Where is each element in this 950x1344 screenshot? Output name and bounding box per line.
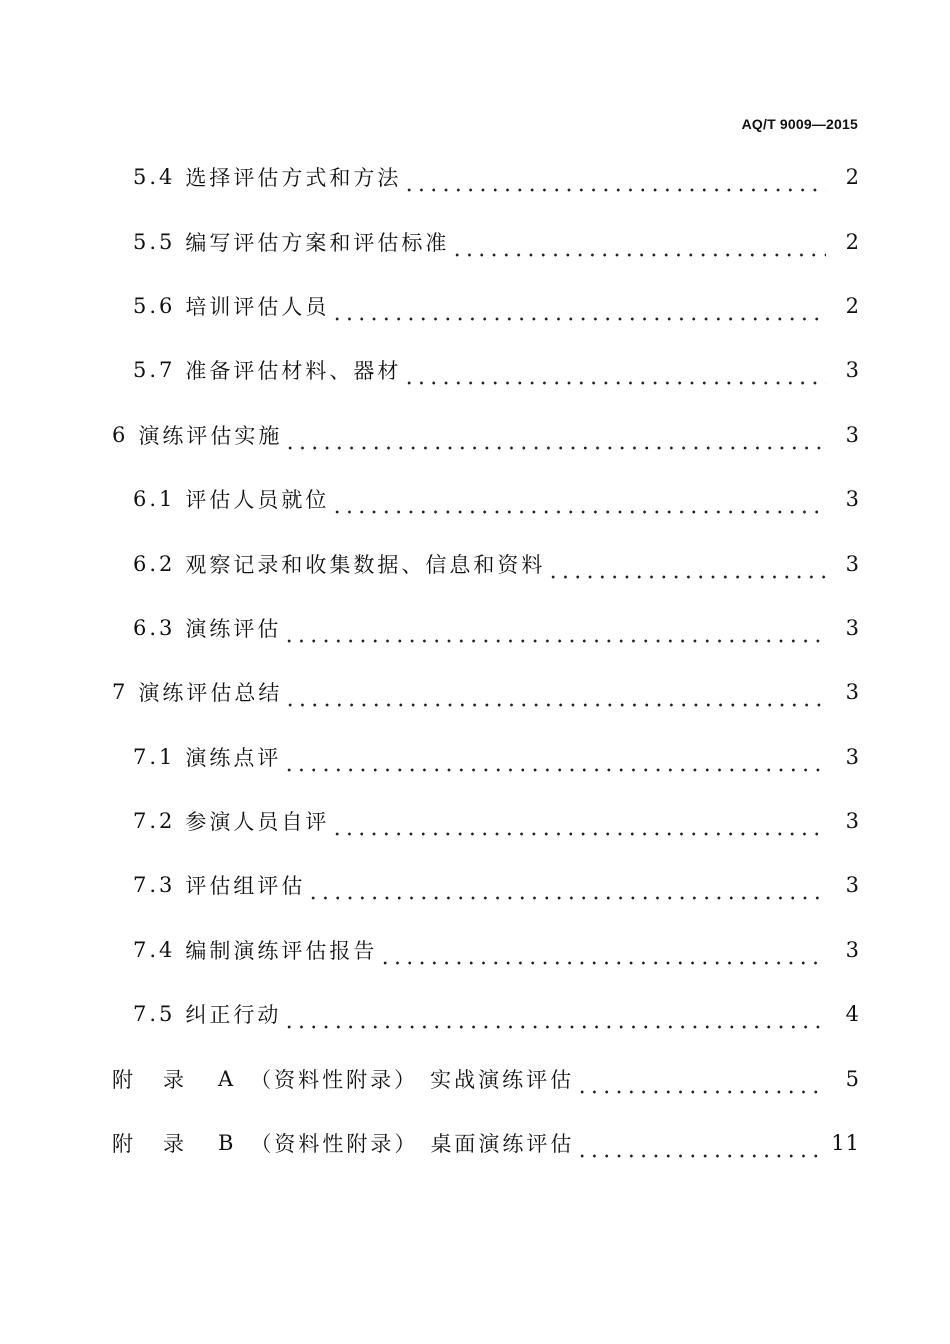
appendix-title: 桌面演练评估 — [430, 1132, 575, 1157]
toc-entry-7-5[interactable] — [0, 982, 950, 1046]
toc-dot-leader — [403, 365, 826, 387]
toc-entry-appendix-a[interactable] — [0, 1046, 950, 1110]
toc-entry-5-7[interactable] — [0, 338, 950, 402]
toc-entry-number: 5.5 — [133, 229, 176, 254]
toc-entry-number: 7.1 — [133, 744, 176, 769]
toc-entry-appendix-b[interactable] — [0, 1111, 950, 1175]
toc-dot-leader — [284, 687, 826, 709]
toc-entry-6-3[interactable] — [0, 596, 950, 660]
toc-dot-leader — [331, 816, 826, 838]
toc-entry-title: 观察记录和收集数据、信息和资料 — [185, 552, 546, 577]
toc-entry-title: 演练评估 — [185, 616, 282, 641]
toc-entry-number: 5.7 — [133, 358, 176, 383]
toc-entry-5-5[interactable] — [0, 209, 950, 273]
toc-entry-page: 3 — [845, 744, 860, 769]
toc-entry-title: 演练评估实施 — [138, 423, 283, 448]
toc-entry-7-3[interactable] — [0, 853, 950, 917]
toc-entry-page: 3 — [845, 551, 860, 576]
toc-entry-number: 6.2 — [133, 551, 176, 576]
toc-entry-page: 3 — [845, 615, 860, 640]
toc-entry-title: 演练评估总结 — [138, 681, 283, 706]
toc-entry-number: 5.4 — [133, 165, 176, 190]
toc-entry-page: 2 — [845, 165, 860, 190]
toc-entry-number: 7.3 — [133, 873, 176, 898]
toc-entry-7-2[interactable] — [0, 789, 950, 853]
toc-dot-leader — [283, 623, 826, 645]
toc-dot-leader — [283, 752, 826, 774]
toc-entry-6-1[interactable] — [0, 467, 950, 531]
appendix-type: （资料性附录） — [250, 1132, 419, 1157]
toc-entry-number: 7 — [112, 680, 129, 705]
toc-entry-6-2[interactable] — [0, 531, 950, 595]
toc-entry-page: 3 — [845, 358, 860, 383]
toc-dot-leader — [576, 1074, 826, 1096]
toc-entry-title: 纠正行动 — [185, 1003, 282, 1028]
toc-dot-leader — [331, 494, 826, 516]
toc-entry-7[interactable] — [0, 660, 950, 724]
toc-entry-title: 准备评估材料、器材 — [185, 359, 402, 384]
appendix-title: 实战演练评估 — [430, 1067, 575, 1092]
toc-entry-page: 2 — [845, 229, 860, 254]
toc-entry-number: 6 — [112, 422, 129, 447]
toc-dot-leader — [284, 430, 826, 452]
table-of-contents — [0, 145, 950, 1175]
document-standard-code: AQ/T 9009—2015 — [741, 116, 858, 132]
toc-entry-7-1[interactable] — [0, 725, 950, 789]
toc-dot-leader — [403, 172, 826, 194]
toc-dot-leader — [576, 1138, 826, 1160]
toc-entry-title: 编写评估方案和评估标准 — [185, 230, 450, 255]
appendix-word: 附录 — [112, 1067, 214, 1092]
toc-entry-page: 4 — [845, 1002, 860, 1027]
toc-entry-5-4[interactable] — [0, 145, 950, 209]
toc-entry-page: 3 — [845, 422, 860, 447]
toc-entry-number: 6.1 — [133, 487, 176, 512]
toc-entry-number: 7.5 — [133, 1002, 176, 1027]
toc-entry-number: 7.2 — [133, 809, 176, 834]
toc-dot-leader — [283, 1009, 826, 1031]
appendix-type: （资料性附录） — [250, 1067, 419, 1092]
toc-entry-title: 参演人员自评 — [185, 810, 330, 835]
toc-entry-title: 评估人员就位 — [185, 488, 330, 513]
toc-entry-page: 2 — [845, 293, 860, 318]
toc-entry-page: 3 — [845, 873, 860, 898]
toc-entry-7-4[interactable] — [0, 918, 950, 982]
toc-entry-page: 3 — [845, 937, 860, 962]
toc-entry-page: 3 — [845, 487, 860, 512]
toc-dot-leader — [379, 945, 826, 967]
appendix-letter: B — [218, 1131, 237, 1156]
toc-dot-leader — [307, 880, 826, 902]
toc-entry-title: 选择评估方式和方法 — [185, 166, 402, 191]
toc-entry-title: 培训评估人员 — [185, 294, 330, 319]
toc-entry-page: 3 — [845, 680, 860, 705]
toc-entry-title: 评估组评估 — [185, 874, 306, 899]
appendix-word: 附录 — [112, 1132, 214, 1157]
toc-dot-leader — [331, 301, 826, 323]
toc-dot-leader — [547, 559, 826, 581]
toc-dot-leader — [451, 237, 826, 259]
toc-entry-6[interactable] — [0, 403, 950, 467]
toc-entry-number: 5.6 — [133, 293, 176, 318]
toc-entry-page: 5 — [845, 1066, 860, 1091]
toc-entry-number: 7.4 — [133, 937, 176, 962]
toc-entry-title: 编制演练评估报告 — [185, 938, 378, 963]
toc-entry-page: 3 — [845, 809, 860, 834]
toc-entry-page: 11 — [831, 1131, 860, 1156]
appendix-letter: A — [218, 1066, 237, 1091]
toc-entry-title: 演练点评 — [185, 745, 282, 770]
toc-entry-number: 6.3 — [133, 615, 176, 640]
toc-entry-5-6[interactable] — [0, 274, 950, 338]
